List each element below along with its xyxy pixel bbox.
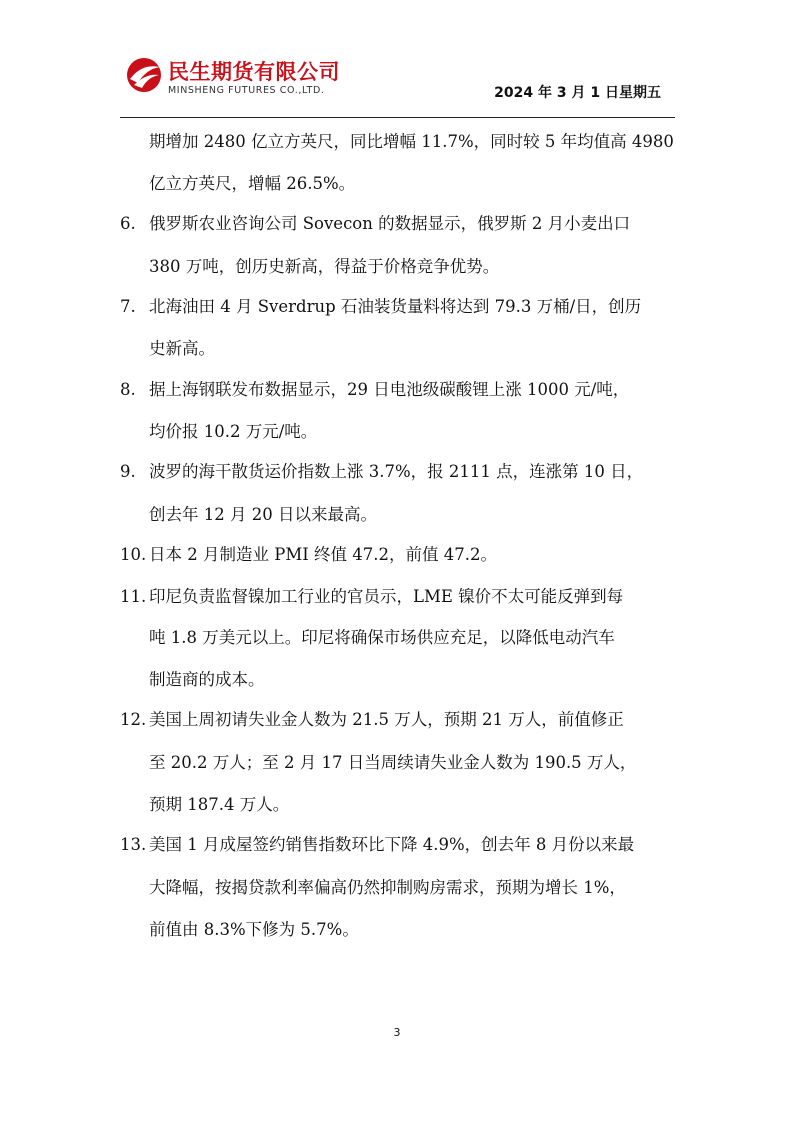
list-item-number: 8. — [120, 380, 136, 399]
list-item-line: 美国 1 月成屋签约销售指数环比下降 4.9%，创去年 8 月份以来最 — [149, 835, 635, 854]
list-item-line: 亿立方英尺，增幅 26.5%。 — [149, 174, 356, 193]
list-item-number: 10. — [120, 545, 147, 564]
list-item-number: 6. — [120, 214, 136, 233]
company-name-en: MINSHENG FUTURES CO.,LTD. — [168, 85, 325, 96]
list-item-line: 美国上周初请失业金人数为 21.5 万人，预期 21 万人，前值修正 — [149, 710, 624, 729]
list-item-line: 大降幅，按揭贷款利率偏高仍然抑制购房需求，预期为增长 1%， — [149, 878, 626, 897]
list-item-line: 日本 2 月制造业 PMI 终值 47.2，前值 47.2。 — [149, 545, 497, 564]
list-item-line: 史新高。 — [149, 339, 215, 358]
page-number: 3 — [393, 1026, 401, 1039]
list-item-line: 期增加 2480 亿立方英尺，同比增幅 11.7%，同时较 5 年均值高 4980 — [149, 132, 674, 151]
list-item-line: 预期 187.4 万人。 — [149, 795, 290, 814]
list-item-number: 11. — [120, 587, 147, 606]
list-item-line: 吨 1.8 万美元以上。印尼将确保市场供应充足，以降低电动汽车 — [149, 628, 615, 647]
list-item-number: 9. — [120, 462, 136, 481]
list-item-number: 13. — [120, 835, 147, 854]
list-item-line: 前值由 8.3%下修为 5.7%。 — [149, 920, 359, 939]
minsheng-logo-icon — [124, 55, 164, 95]
list-item-number: 12. — [120, 710, 147, 729]
list-item-line: 波罗的海干散货运价指数上涨 3.7%，报 2111 点，连涨第 10 日， — [149, 462, 644, 481]
list-item-line: 制造商的成本。 — [149, 670, 265, 689]
company-name-cn: 民生期货有限公司 — [168, 60, 340, 84]
list-item-line: 北海油田 4 月 Sverdrup 石油装货量料将达到 79.3 万桶/日，创历 — [149, 297, 642, 316]
list-item-line: 俄罗斯农业咨询公司 Sovecon 的数据显示，俄罗斯 2 月小麦出口 — [149, 214, 631, 233]
list-item-line: 均价报 10.2 万元/吨。 — [149, 422, 318, 441]
list-item-line: 380 万吨，创历史新高，得益于价格竞争优势。 — [149, 257, 500, 276]
list-item-number: 7. — [120, 297, 136, 316]
page-header — [120, 55, 675, 118]
list-item-line: 印尼负责监督镍加工行业的官员示，LME 镍价不太可能反弹到每 — [149, 587, 624, 606]
list-item-line: 至 20.2 万人；至 2 月 17 日当周续请失业金人数为 190.5 万人， — [149, 753, 637, 772]
list-item-line: 据上海钢联发布数据显示，29 日电池级碳酸锂上涨 1000 元/吨， — [149, 380, 630, 399]
list-item-line: 创去年 12 月 20 日以来最高。 — [149, 505, 377, 524]
report-date: 2024 年 3 月 1 日星期五 — [494, 85, 661, 101]
